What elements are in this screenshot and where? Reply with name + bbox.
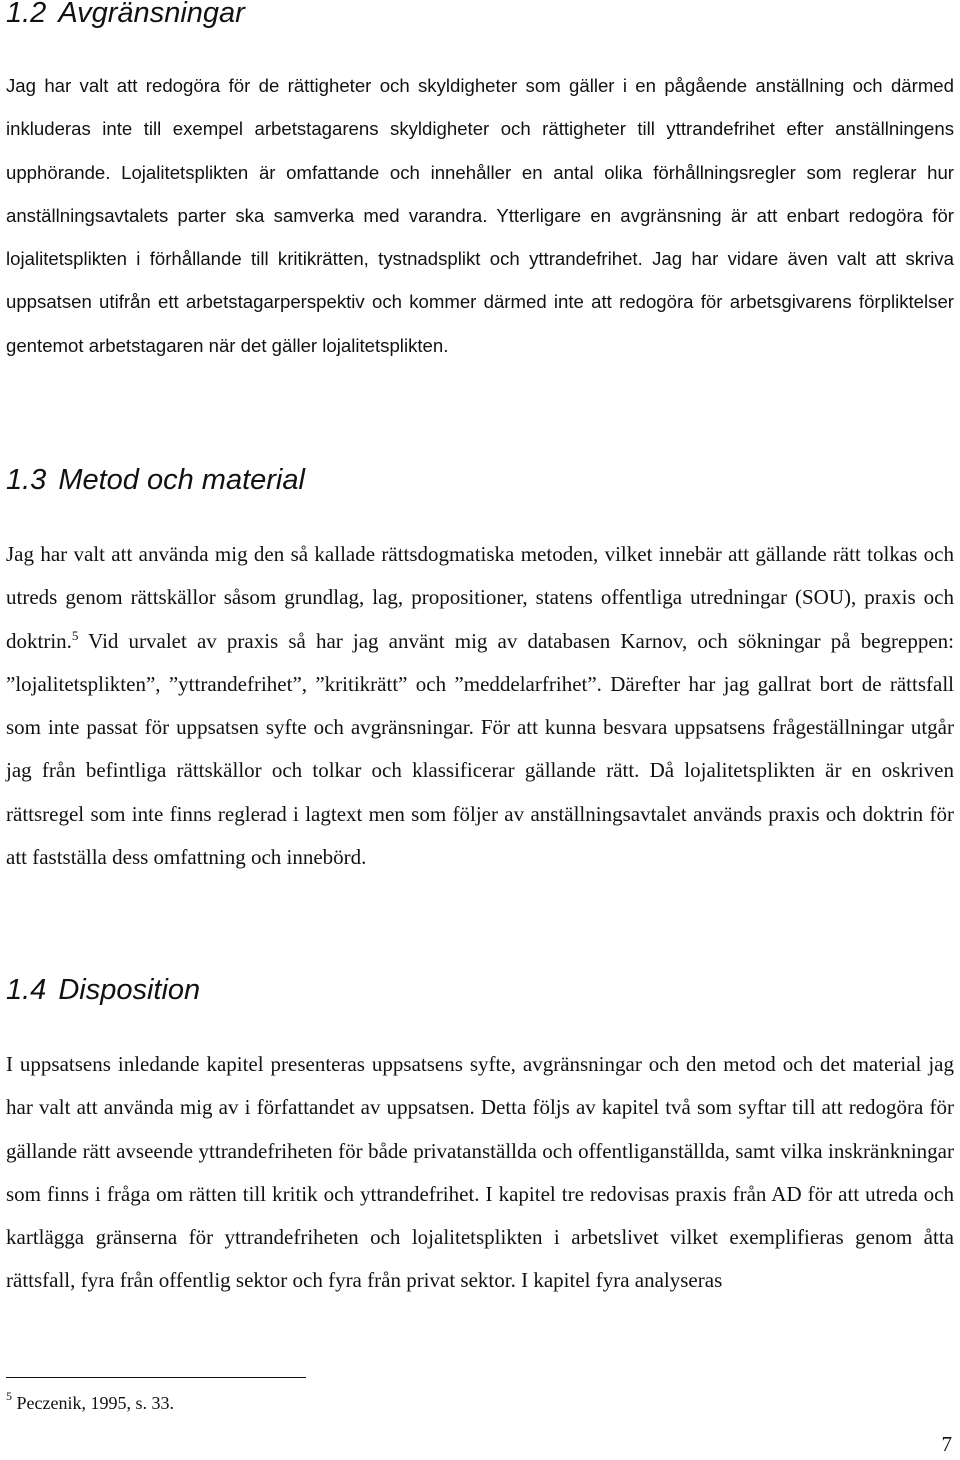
footnote-text: Peczenik, 1995, s. 33. [12,1393,174,1413]
paragraph-avgransningar: Jag har valt att redogöra för de rättigheter och skyldigheter som gäller i en pågående anställning och därmed inkluderas inte till exempel arbetstagarens skyldigheter och rättigheter till yttrandefrihet efter anställningens upphörande. Lojalitetsplikten är omfattande och innehåller en antal olika förhållningsregler som reglerar hur anställningsavtalets parter ska samverka med varandra. Ytterligare en avgränsning är att enbart redogöra för lojalitetsplikten i förhållande till kritikrätten, tystnadsplikt och yttrandefrihet. Jag har vidare även valt att skriva uppsatsen utifrån ett arbetstagarperspektiv och kommer därmed inte att redogöra för arbetsgivarens förpliktelser gentemot arbetstagaren när det gäller lojalitetsplikten. [6,75,954,356]
section-number: 1.3 [6,464,47,496]
section-heading-metod-och-material [6,463,305,497]
paragraph-metod-och-material [6,533,954,879]
section-heading-disposition [6,973,200,1007]
section-title: Metod och material [58,464,305,496]
paragraph-text: Vid urvalet av praxis så har jag använt mig av databasen Karnov, och sökningar på begreppen: ”lojalitetsplikten”, ”yttrandefrihet”, ”kritikrätt” och ”meddelarfrihet”. Därefter har jag gallrat bort de rättsfall som inte passat för uppsatsen syfte och avgränsningar. För att kunna besvara uppsatsens frågeställningar utgår jag från befintliga rättskällor och tolkar och klassificerar gällande rätt. Då lojalitetsplikten är en oskriven rättsregel som inte finns reglerad i lagtext men som följer av anställningsavtalet används praxis och doktrin för att fastställa dess omfattning och innebörd. [6,628,954,870]
page-number: 7 [941,1432,952,1456]
section-heading-avgransningar [6,0,245,30]
footnote-mark: 5 [6,1389,12,1403]
footnote-separator [6,1377,306,1378]
footnote-reference[interactable]: 5 [71,627,79,643]
section-number: 1.2 [6,0,47,29]
section-number: 1.4 [6,974,47,1006]
section-title: Disposition [58,974,201,1006]
footnote [6,1390,174,1416]
paragraph-disposition: I uppsatsens inledande kapitel presenteras uppsatsens syfte, avgränsningar och den metod och det material jag har valt att använda mig av i författandet av uppsatsen. Detta följs av kapitel två som syftar till att redogöra för gällande rätt avseende yttrandefriheten för både privatanställda och offentliganställda, samt vilka inskränkningar som finns i fråga om rätten till kritik och yttrandefrihet. I kapitel tre redovisas praxis från AD för att utreda och kartlägga gränserna för yttrandefriheten och lojalitetsplikten i arbetslivet vilket exemplifieras genom åtta rättsfall, fyra från offentlig sektor och fyra från privat sektor. I kapitel fyra analyseras [6,1052,954,1293]
paragraph-text: Jag har valt att använda mig den så kallade rättsdogmatiska metoden, vilket innebär att gällande rätt tolkas och utreds genom rättskällor såsom grundlag, lag, propositioner, statens offentliga utredningar (SOU), praxis och doktrin. [6,542,954,653]
section-title: Avgränsningar [58,0,245,29]
